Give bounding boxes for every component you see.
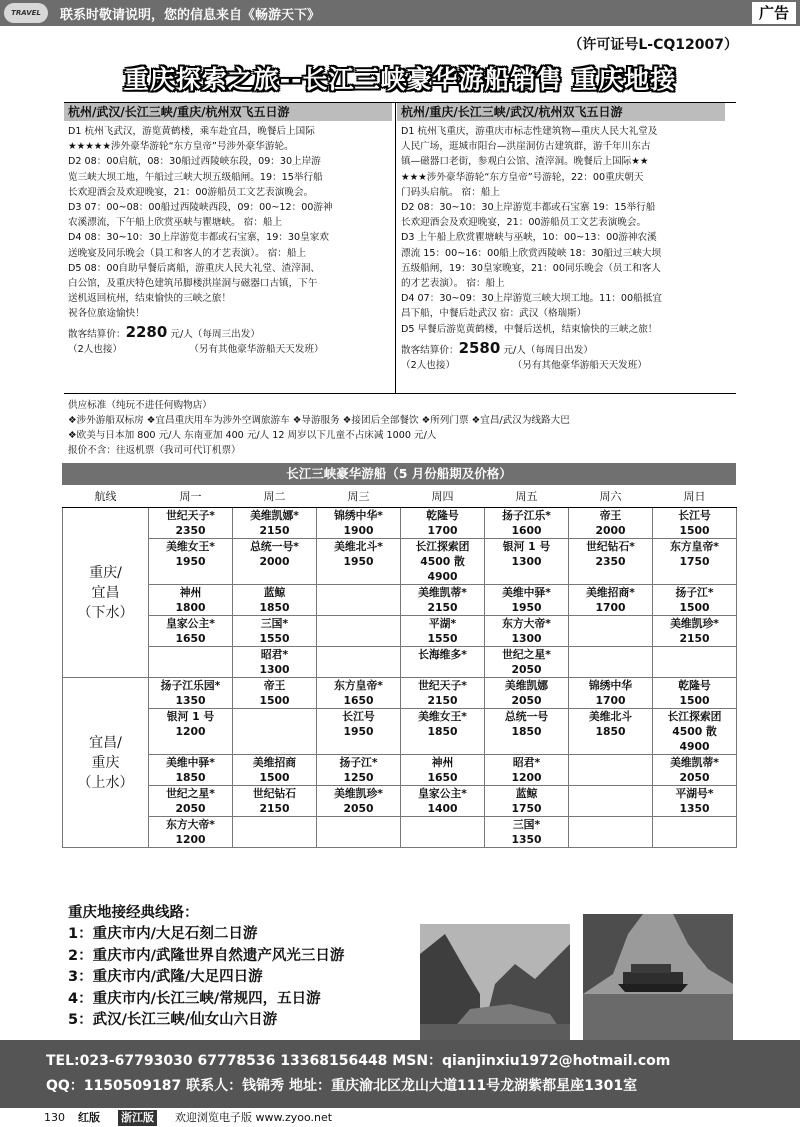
ship-price: 1650 xyxy=(427,771,458,784)
ship-name: 美维凯娜* xyxy=(250,509,299,522)
direction-text: 宜昌 xyxy=(91,584,120,601)
ship-price: 1350 xyxy=(511,833,542,846)
ship-price: 1500 xyxy=(679,601,710,614)
ship-price: 1950 xyxy=(175,555,206,568)
schedule-header-cell: 周四 xyxy=(401,485,485,508)
ship-cell xyxy=(653,817,737,848)
contact-phone-msn: TEL:023-67793030 67778536 13368156448 MSN：qianjinxiu1972@hotmail.com xyxy=(46,1053,671,1069)
ship-cell xyxy=(149,755,233,786)
itinerary-line: ★★★涉外豪华游轮“东方皇帝”号游轮，22：00重庆朝天 xyxy=(401,171,644,183)
schedule-table xyxy=(62,485,737,848)
cruise-schedule xyxy=(62,463,736,848)
schedule-header-cell: 航线 xyxy=(63,485,149,508)
ship-name: 美维北斗* xyxy=(334,540,383,553)
ship-cell xyxy=(485,678,569,709)
ship-price: 1200 xyxy=(175,833,206,846)
ship-name: 昭君* xyxy=(260,648,289,661)
supply-items: ❖涉外游船双标房 ❖宜昌重庆用车为涉外空调旅游车 ❖导游服务 ❖接团后全部餐饮 ❖所列门票 ❖宜昌/武汉为线路大巴 xyxy=(68,415,570,426)
ship-price: 1850 xyxy=(595,725,626,738)
ship-price: 2150 xyxy=(427,601,458,614)
itinerary-line: 白公馆，及重庆特色建筑吊脚楼洪崖洞与磁器口古镇，下午 xyxy=(68,278,318,290)
ship-cell xyxy=(149,585,233,616)
ship-name: 昭君* xyxy=(512,756,541,769)
itinerary-line: 送机返回杭州，结束愉快的三峡之旅！ xyxy=(68,293,232,305)
ship-cell xyxy=(317,508,401,539)
ship-cell xyxy=(569,539,653,585)
ship-price: 1200 xyxy=(175,725,206,738)
route-box-hz-cq xyxy=(397,103,725,393)
ship-name: 扬子江乐* xyxy=(502,509,551,522)
ship-name: 神州 xyxy=(431,756,454,769)
route-box-hz-wh xyxy=(64,103,392,393)
ship-price: 1850 xyxy=(511,725,542,738)
ship-cell xyxy=(233,755,317,786)
itinerary-line: D1 杭州飞重庆，游重庆市标志性建筑物—重庆人民大礼堂及 xyxy=(401,126,658,137)
itinerary-line: D2 08：00启航，08：30船过西陵峡东段，09：30上岸游 xyxy=(68,156,321,168)
contact-qq-address: QQ：1150509187 联系人：钱锦秀 地址：重庆渝北区龙山大道111号龙湖紫都星座1301室 xyxy=(46,1078,638,1094)
classic-route-1: 1：重庆市内/大足石刻二日游 xyxy=(68,926,258,943)
ship-cell xyxy=(401,817,485,848)
ship-name: 世纪天子* xyxy=(166,509,215,522)
itinerary-line: 祝各位旅途愉快！ xyxy=(68,308,145,320)
supply-surcharge: ❖欧美与日本加 800 元/人 东南亚加 400 元/人 12 周岁以下儿童不占床减 1000 元/人 xyxy=(68,430,437,441)
schedule-row xyxy=(63,786,737,817)
ship-cell xyxy=(233,508,317,539)
direction-label xyxy=(63,678,149,848)
route-price: 散客结算价：2580 元/人（每周日出发） xyxy=(401,338,593,357)
ship-price: 1850 xyxy=(259,601,290,614)
ship-name: 东方皇帝* xyxy=(670,540,719,553)
ship-cell xyxy=(653,786,737,817)
ship-price: 2050 xyxy=(511,663,542,676)
ship-name: 美维凯珍* xyxy=(334,787,383,800)
ship-name: 美维中驿* xyxy=(166,756,215,769)
itinerary-line: D3 上午船上欣赏瞿塘峡与巫峡，10：00~13：00游神农溪 xyxy=(401,232,657,244)
supply-standard xyxy=(68,398,738,458)
ship-cell xyxy=(233,678,317,709)
ship-price: 2050 xyxy=(175,802,206,815)
itinerary-line: 送晚宴及同乐晚会（員工和客人的才艺表演）。 宿：船上 xyxy=(68,247,307,259)
ship-name: 蓝鲸 xyxy=(515,787,538,800)
top-bar xyxy=(0,0,800,26)
ship-price: 1750 xyxy=(511,802,542,815)
ship-name: 美维凯蒂* xyxy=(670,756,719,769)
ship-cell xyxy=(317,616,401,647)
direction-text: （上水） xyxy=(77,774,134,791)
ship-name: 美维招商* xyxy=(586,586,635,599)
ship-name: 锦绣中华* xyxy=(334,509,383,522)
schedule-row xyxy=(63,616,737,647)
itinerary-line: D5 08：00自助早餐后离船，游重庆人民大礼堂、渣滓洞、 xyxy=(68,262,321,274)
edition-label: 红版 xyxy=(78,1111,100,1124)
ship-name: 帝王 xyxy=(263,679,286,692)
ship-price: 1500 xyxy=(679,524,710,537)
ship-name: 世纪天子* xyxy=(418,679,467,692)
ship-name: 神州 xyxy=(179,586,202,599)
cruise-ship-photo-image xyxy=(583,914,733,1044)
province-badge: 浙江版 xyxy=(118,1110,157,1126)
ship-price: 2150 xyxy=(259,524,290,537)
ship-name: 扬子江* xyxy=(339,756,378,769)
ship-cell xyxy=(149,647,233,678)
ship-price: 1650 xyxy=(175,632,206,645)
itinerary-line: D2 08：30~10：30上岸游览丰都或石宝寨 19：15举行船 xyxy=(401,202,656,214)
itinerary-line: 人民广场，逛城市阳台—洪崖洞仿古建筑群，游千年川东古 xyxy=(401,141,651,153)
classic-title: 重庆地接经典线路： xyxy=(68,905,199,921)
direction-text: （下水） xyxy=(77,604,134,621)
ship-cell xyxy=(401,616,485,647)
direction-text: 宜昌/ xyxy=(89,734,122,751)
schedule-title: 长江三峡豪华游船（5 月份船期及价格） xyxy=(62,463,736,485)
itinerary-line: 门码头启航。 宿：船上 xyxy=(401,186,500,198)
ship-cell xyxy=(149,786,233,817)
ship-cell xyxy=(653,678,737,709)
schedule-row xyxy=(63,709,737,755)
ship-price: 2000 xyxy=(259,555,290,568)
main-title: 重庆探索之旅--长江三峡豪华游船销售 重庆地接 xyxy=(123,65,677,94)
itinerary-line: 长欢迎酒会及欢迎晚宴，21：00游船员工文艺表演晚会。 xyxy=(68,186,314,198)
itinerary-line: 览三峡大坝工地，午船过三峡大坝五级船闸。19：15举行船 xyxy=(68,171,323,183)
ship-name: 长江号 xyxy=(342,710,375,723)
ship-cell xyxy=(569,709,653,755)
ship-cell xyxy=(485,585,569,616)
ship-price: 1550 xyxy=(427,632,458,645)
ship-price: 2350 xyxy=(595,555,626,568)
ship-name: 世纪之星* xyxy=(502,648,551,661)
ship-cell xyxy=(233,817,317,848)
route-title: 杭州/武汉/长江三峡/重庆/杭州双飞五日游 xyxy=(64,103,392,121)
classic-route-4: 4：重庆市内/长江三峡/常规四，五日游 xyxy=(68,990,321,1007)
ship-price: 1500 xyxy=(259,694,290,707)
schedule-header-cell: 周一 xyxy=(149,485,233,508)
ship-name: 美维女王* xyxy=(418,710,467,723)
ship-cell xyxy=(653,539,737,585)
page-number: 130 xyxy=(44,1111,65,1124)
ship-cell xyxy=(233,585,317,616)
ship-price: 1950 xyxy=(343,555,374,568)
ship-cell xyxy=(569,786,653,817)
classic-route-2: 2：重庆市内/武隆世界自然遗产风光三日游 xyxy=(68,947,345,964)
magazine-logo: TRAVEL xyxy=(4,3,48,23)
ship-price: 1400 xyxy=(427,802,458,815)
ship-cell xyxy=(569,616,653,647)
ship-cell xyxy=(233,709,317,755)
ship-cell xyxy=(149,539,233,585)
itinerary-line: 漂流 15：00~16：00船上欣赏西陵峡 18：30船过三峡大坝 xyxy=(401,247,662,259)
ship-cell xyxy=(401,709,485,755)
ship-price: 1850 xyxy=(427,725,458,738)
ship-name: 总统一号 xyxy=(504,710,549,723)
ship-price: 1850 xyxy=(175,771,206,784)
ship-price: 1900 xyxy=(343,524,374,537)
ship-price: 1500 xyxy=(679,694,710,707)
ship-cell xyxy=(569,585,653,616)
ship-price: 1300 xyxy=(511,555,542,568)
ship-price: 1300 xyxy=(259,663,290,676)
schedule-row xyxy=(63,678,737,709)
ship-price: 2050 xyxy=(343,802,374,815)
ship-name: 三国* xyxy=(260,617,289,630)
itinerary-line: 五级船闸，19：30皇家晚宴，21：00同乐晚会（员工和客人 xyxy=(401,262,661,274)
ship-price: 1350 xyxy=(175,694,206,707)
direction-text: 重庆 xyxy=(91,754,120,771)
ship-price: 2050 xyxy=(511,694,542,707)
ship-name: 长海维多* xyxy=(418,648,467,661)
itinerary-line: 昌下船，中餐后赴武汉 宿：武汉（格瑞斯） xyxy=(401,308,587,320)
ship-cell xyxy=(569,508,653,539)
ship-cell xyxy=(485,709,569,755)
itinerary-line: 的才艺表演）。 宿：船上 xyxy=(401,278,505,290)
route-note: （2人也接） （另有其他豪华游船天天发班） xyxy=(68,343,324,355)
ship-price: 4500 散 xyxy=(420,555,465,568)
ship-cell xyxy=(401,508,485,539)
schedule-header-cell: 周六 xyxy=(569,485,653,508)
ship-cell xyxy=(653,508,737,539)
ship-cell xyxy=(149,817,233,848)
ship-price: 2150 xyxy=(679,632,710,645)
ship-name: 皇家公主* xyxy=(418,787,467,800)
ship-cell xyxy=(653,709,737,755)
ship-name: 锦绣中华 xyxy=(588,679,633,692)
ship-cell xyxy=(401,647,485,678)
direction-text: 重庆/ xyxy=(89,564,122,581)
ship-cell xyxy=(317,786,401,817)
ship-name: 皇家公主* xyxy=(166,617,215,630)
ship-name: 世纪钻石 xyxy=(252,787,297,800)
schedule-row xyxy=(63,585,737,616)
ship-cell xyxy=(317,709,401,755)
ship-cell xyxy=(485,817,569,848)
schedule-row xyxy=(63,539,737,585)
ship-price: 1700 xyxy=(595,694,626,707)
ship-price: 1950 xyxy=(511,601,542,614)
route-note: （2人也接） （另有其他豪华游船天天发班） xyxy=(401,360,647,372)
license-number: （许可证号L-CQ12007） xyxy=(568,37,738,53)
itinerary-line: 长欢迎酒会及欢迎晚宴，21：00游船员工文艺表演晚会。 xyxy=(401,217,647,229)
ship-name: 平湖* xyxy=(428,617,457,630)
itinerary-line: D1 杭州飞武汉，游览黄鹤楼，乘车赴宜昌，晚餐后上国际 xyxy=(68,126,315,137)
itinerary-line: D4 08：30~10：30上岸游览丰都或石宝寨，19：30皇家欢 xyxy=(68,232,329,244)
ship-name: 帝王 xyxy=(599,509,622,522)
ship-name: 银河 1 号 xyxy=(502,540,551,553)
page-footer xyxy=(0,1109,800,1127)
ship-name: 美维凯蒂* xyxy=(418,586,467,599)
price-value: 2580 xyxy=(458,338,501,357)
source-notice: 联系时敬请说明，您的信息来自《畅游天下》 xyxy=(60,8,321,23)
ship-price: 1500 xyxy=(259,771,290,784)
ship-name: 世纪之星* xyxy=(166,787,215,800)
ship-name: 蓝鲸 xyxy=(263,586,286,599)
ship-name: 美维招商 xyxy=(252,756,297,769)
schedule-header-cell: 周五 xyxy=(485,485,569,508)
contact-bar xyxy=(0,1040,800,1108)
route-itinerary xyxy=(64,121,392,322)
schedule-row xyxy=(63,817,737,848)
gorge-photo-image xyxy=(420,924,570,1044)
ship-cell xyxy=(485,616,569,647)
ship-cell xyxy=(653,616,737,647)
itinerary-line: D5 早餐后游览黄鹤楼，中餐后送机，结束愉快的三峡之旅！ xyxy=(401,323,658,335)
ship-name: 东方皇帝* xyxy=(334,679,383,692)
ship-price: 1250 xyxy=(343,771,374,784)
ship-price: 1650 xyxy=(343,694,374,707)
ship-price: 4500 散 xyxy=(672,725,717,738)
ship-cell xyxy=(485,755,569,786)
ship-cell xyxy=(401,585,485,616)
direction-label xyxy=(63,508,149,678)
ship-cell xyxy=(149,709,233,755)
ship-name: 总统一号* xyxy=(250,540,299,553)
ship-name: 美维凯珍* xyxy=(670,617,719,630)
ship-price: 1600 xyxy=(511,524,542,537)
ship-cell xyxy=(569,647,653,678)
route-title: 杭州/重庆/长江三峡/武汉/杭州双飞五日游 xyxy=(397,103,725,121)
ship-name: 东方大帝* xyxy=(166,818,215,831)
ship-cell xyxy=(569,817,653,848)
ship-cell xyxy=(485,786,569,817)
ship-cell xyxy=(569,755,653,786)
route-itinerary xyxy=(397,121,725,337)
ship-cell xyxy=(653,585,737,616)
schedule-row xyxy=(63,647,737,678)
ship-cell xyxy=(485,539,569,585)
itinerary-line: D3 07：00~08：00船过西陵峡西段，09：00~12：00游神 xyxy=(68,202,333,214)
ship-cell xyxy=(149,508,233,539)
itinerary-line: ★★★★★涉外豪华游轮“东方皇帝”号涉外豪华游轮。 xyxy=(68,141,294,153)
ship-price: 2000 xyxy=(595,524,626,537)
schedule-row xyxy=(63,508,737,539)
itinerary-line: D4 07：30~09：30上岸游览三峡大坝工地。11：00船抵宜 xyxy=(401,293,662,305)
ship-cell xyxy=(317,755,401,786)
itinerary-line: 镇—磁器口老街，参观白公馆、渣滓洞。晚餐后上国际★★ xyxy=(401,156,649,168)
ship-name: 扬子江乐园* xyxy=(160,679,221,692)
ship-name: 三国* xyxy=(512,818,541,831)
schedule-row xyxy=(63,755,737,786)
supply-title: 供应标准（纯玩不进任何购物店） xyxy=(68,400,212,411)
ship-cell xyxy=(317,817,401,848)
ship-name: 银河 1 号 xyxy=(166,710,215,723)
price-value: 2280 xyxy=(125,322,168,341)
ship-name: 乾隆号 xyxy=(426,509,459,522)
ship-price: 1750 xyxy=(679,555,710,568)
ship-name: 长江探索团 xyxy=(667,710,722,723)
website-link[interactable]: 欢迎浏览电子版 www.zyoo.net xyxy=(175,1111,333,1124)
ship-price: 1700 xyxy=(595,601,626,614)
schedule-header-cell: 周日 xyxy=(653,485,737,508)
ship-name: 美维中驿* xyxy=(502,586,551,599)
classic-route-3: 3：重庆市内/武隆/大足四日游 xyxy=(68,969,263,986)
ship-cell xyxy=(401,755,485,786)
classic-routes xyxy=(68,903,344,1031)
ship-cell xyxy=(233,647,317,678)
ship-price: 1300 xyxy=(511,632,542,645)
itinerary-line: 农溪漂流，下午船上欣赏巫峡与瞿塘峡。 宿：船上 xyxy=(68,217,283,229)
ship-price: 2050 xyxy=(679,771,710,784)
ship-cell xyxy=(653,647,737,678)
ship-name: 乾隆号 xyxy=(678,679,711,692)
divider-mid xyxy=(64,393,736,394)
ship-price: 1350 xyxy=(679,802,710,815)
ship-cell xyxy=(401,786,485,817)
ship-price: 2150 xyxy=(427,694,458,707)
ship-cell xyxy=(653,755,737,786)
route-price: 散客结算价：2280 元/人（每周三出发） xyxy=(68,322,260,341)
ship-name: 美维北斗 xyxy=(588,710,633,723)
schedule-header-cell: 周二 xyxy=(233,485,317,508)
ship-cell xyxy=(317,647,401,678)
ship-price: 2350 xyxy=(175,524,206,537)
ship-name: 世纪钻石* xyxy=(586,540,635,553)
ship-cell xyxy=(317,539,401,585)
supply-excluded: 报价不含：往返机票（我司可代订机票） xyxy=(68,445,241,456)
ad-tag: 广告 xyxy=(752,2,796,24)
ship-price: 4900 xyxy=(679,740,710,753)
schedule-header-cell: 周三 xyxy=(317,485,401,508)
ship-name: 美维凯娜 xyxy=(504,679,549,692)
divider-vertical xyxy=(395,103,396,393)
ship-cell xyxy=(569,678,653,709)
ship-cell xyxy=(317,678,401,709)
ship-cell xyxy=(149,678,233,709)
ship-price: 1800 xyxy=(175,601,206,614)
ship-cell xyxy=(233,786,317,817)
ship-cell xyxy=(233,616,317,647)
classic-route-5: 5：武汉/长江三峡/仙女山六日游 xyxy=(68,1012,278,1029)
ship-name: 东方大帝* xyxy=(502,617,551,630)
ship-cell xyxy=(485,508,569,539)
ship-name: 长江探索团 xyxy=(415,540,470,553)
ship-cell xyxy=(485,647,569,678)
ship-price: 1550 xyxy=(259,632,290,645)
ship-price: 1950 xyxy=(343,725,374,738)
ship-price: 1200 xyxy=(511,771,542,784)
ship-cell xyxy=(401,678,485,709)
ship-price: 2150 xyxy=(259,802,290,815)
ship-cell xyxy=(401,539,485,585)
ship-cell xyxy=(233,539,317,585)
ship-cell xyxy=(317,585,401,616)
ship-cell xyxy=(149,616,233,647)
ship-name: 美维女王* xyxy=(166,540,215,553)
ship-name: 扬子江* xyxy=(675,586,714,599)
ship-price: 4900 xyxy=(427,570,458,583)
ship-price: 1700 xyxy=(427,524,458,537)
ship-name: 平湖号* xyxy=(675,787,714,800)
ship-name: 长江号 xyxy=(678,509,711,522)
